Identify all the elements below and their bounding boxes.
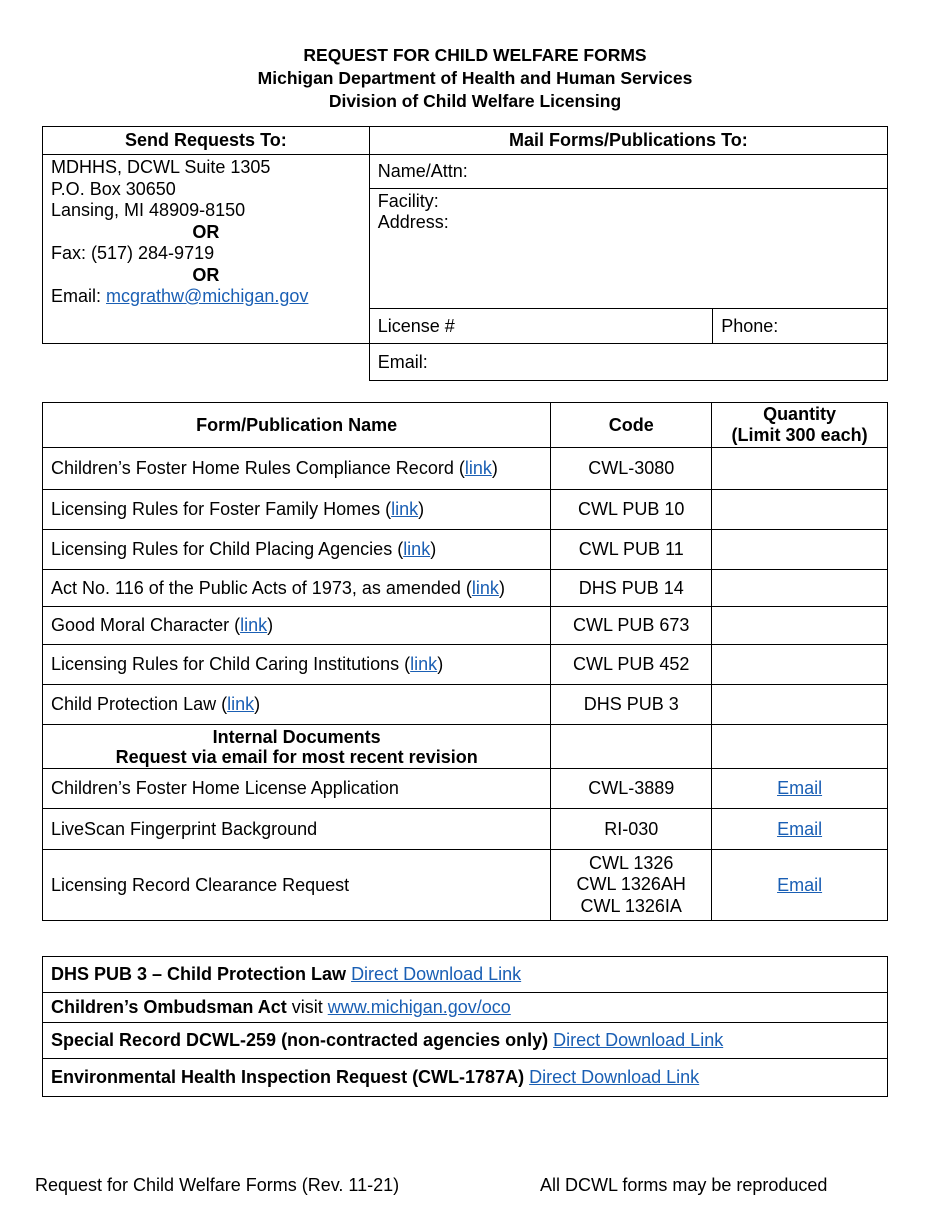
form-code: CWL-3889: [551, 769, 712, 809]
form-code: CWL-3080: [551, 448, 712, 490]
form-link[interactable]: link: [410, 654, 438, 674]
quantity-input[interactable]: [712, 645, 888, 685]
document-title: REQUEST FOR CHILD WELFARE FORMS: [303, 45, 647, 65]
resource-row: [43, 1059, 888, 1097]
form-name: Licensing Rules for Child Caring Institutions (link): [43, 645, 551, 685]
direct-download-link[interactable]: Direct Download Link: [529, 1067, 700, 1087]
email-request-link[interactable]: Email: [777, 818, 823, 839]
form-code: CWL 1326 CWL 1326AH CWL 1326IA: [551, 850, 712, 921]
resource-item: Special Record DCWL-259 (non-contracted agencies only) Direct Download Link: [43, 1023, 888, 1059]
resource-item: Environmental Health Inspection Request (CWL-1787A) Direct Download Link: [43, 1059, 888, 1097]
email-line: [51, 286, 361, 308]
table-row: [43, 490, 888, 530]
form-link[interactable]: link: [227, 694, 255, 714]
oco-website-link[interactable]: www.michigan.gov/oco: [327, 997, 511, 1017]
column-header-code: Code: [551, 403, 712, 448]
blank-cell: [551, 725, 712, 769]
form-code: CWL PUB 673: [551, 607, 712, 645]
form-code: CWL PUB 452: [551, 645, 712, 685]
form-link[interactable]: link: [403, 539, 431, 559]
blank-cell: [43, 344, 370, 381]
quantity-input[interactable]: [712, 685, 888, 725]
phone-field[interactable]: Phone:: [713, 309, 888, 344]
resource-item: DHS PUB 3 – Child Protection Law Direct Download Link: [43, 957, 888, 993]
table-row: [43, 685, 888, 725]
facility-label: Facility:: [377, 191, 439, 211]
table-row: [43, 448, 888, 490]
form-link[interactable]: link: [471, 577, 499, 598]
form-name: Child Protection Law (link): [43, 685, 551, 725]
resource-item: Children’s Ombudsman Act visit www.michigan.gov/oco: [43, 993, 888, 1023]
document-header: [0, 44, 950, 113]
quantity-limit: (Limit 300 each): [731, 425, 868, 445]
form-name: LiveScan Fingerprint Background: [43, 809, 551, 850]
address-label: Address:: [377, 212, 449, 232]
address-line: P.O. Box 30650: [51, 178, 176, 199]
address-line: MDHHS, DCWL Suite 1305: [51, 157, 271, 177]
forms-table: [42, 402, 888, 921]
form-link[interactable]: link: [391, 499, 419, 519]
resource-row: [43, 957, 888, 993]
fax-number: Fax: (517) 284-9719: [51, 243, 215, 263]
table-row: [43, 570, 888, 607]
license-field[interactable]: License #: [369, 309, 712, 344]
request-email-cell: [712, 850, 888, 921]
request-address-table: [42, 126, 888, 381]
facility-address-field[interactable]: [369, 189, 887, 309]
form-code: CWL PUB 10: [551, 490, 712, 530]
quantity-input[interactable]: [712, 570, 888, 607]
email-link[interactable]: mcgrathw@michigan.gov: [106, 286, 309, 306]
direct-download-link[interactable]: Direct Download Link: [351, 964, 522, 984]
request-email-cell: [712, 769, 888, 809]
form-link[interactable]: link: [464, 458, 492, 478]
quantity-input[interactable]: [712, 530, 888, 570]
email-request-link[interactable]: Email: [777, 778, 823, 798]
table-row: [43, 607, 888, 645]
or-separator: OR: [192, 264, 220, 285]
quantity-input[interactable]: [712, 490, 888, 530]
mail-forms-heading: Mail Forms/Publications To:: [369, 127, 887, 155]
email-request-link[interactable]: Email: [777, 874, 823, 895]
department-name: Michigan Department of Health and Human Services: [257, 68, 693, 88]
form-name: Act No. 116 of the Public Acts of 1973, as amended (link): [43, 570, 551, 607]
table-row: [43, 850, 888, 921]
request-email-cell: [712, 809, 888, 850]
name-attn-field[interactable]: Name/Attn:: [369, 155, 887, 189]
form-name: Licensing Record Clearance Request: [43, 850, 551, 921]
table-row: [43, 809, 888, 850]
table-row: [43, 645, 888, 685]
footer-reproduction-note: All DCWL forms may be reproduced: [540, 1175, 828, 1195]
division-name: Division of Child Welfare Licensing: [328, 91, 622, 111]
quantity-label: Quantity: [763, 404, 837, 424]
form-name: Children’s Foster Home License Application: [43, 769, 551, 809]
form-code: RI-030: [551, 809, 712, 850]
form-link[interactable]: link: [240, 615, 268, 635]
form-code: CWL PUB 11: [551, 530, 712, 570]
internal-documents-heading: Internal Documents Request via email for most recent revision: [43, 725, 551, 769]
quantity-input[interactable]: [712, 607, 888, 645]
address-line: Lansing, MI 48909-8150: [51, 200, 246, 220]
table-row: [43, 530, 888, 570]
resource-row: [43, 993, 888, 1023]
quantity-input[interactable]: [712, 448, 888, 490]
form-name: Good Moral Character (link): [43, 607, 551, 645]
internal-documents-row: [43, 725, 888, 769]
form-code: DHS PUB 14: [551, 570, 712, 607]
or-separator: OR: [192, 221, 220, 242]
footer-form-revision: Request for Child Welfare Forms (Rev. 11-21): [35, 1175, 400, 1195]
column-header-quantity: [712, 403, 888, 448]
resource-links-table: [42, 956, 888, 1097]
form-code: DHS PUB 3: [551, 685, 712, 725]
column-header-name: Form/Publication Name: [43, 403, 551, 448]
blank-cell: [712, 725, 888, 769]
direct-download-link[interactable]: Direct Download Link: [553, 1030, 724, 1050]
table-row: [43, 769, 888, 809]
send-requests-heading: Send Requests To:: [43, 127, 370, 155]
form-name: Children’s Foster Home Rules Compliance Record (link): [43, 448, 551, 490]
email-label: Email:: [51, 286, 107, 306]
email-field[interactable]: Email:: [369, 344, 887, 381]
resource-row: [43, 1023, 888, 1059]
form-name: Licensing Rules for Child Placing Agencies (link): [43, 530, 551, 570]
form-name: Licensing Rules for Foster Family Homes (link): [43, 490, 551, 530]
send-requests-address: [43, 155, 370, 344]
